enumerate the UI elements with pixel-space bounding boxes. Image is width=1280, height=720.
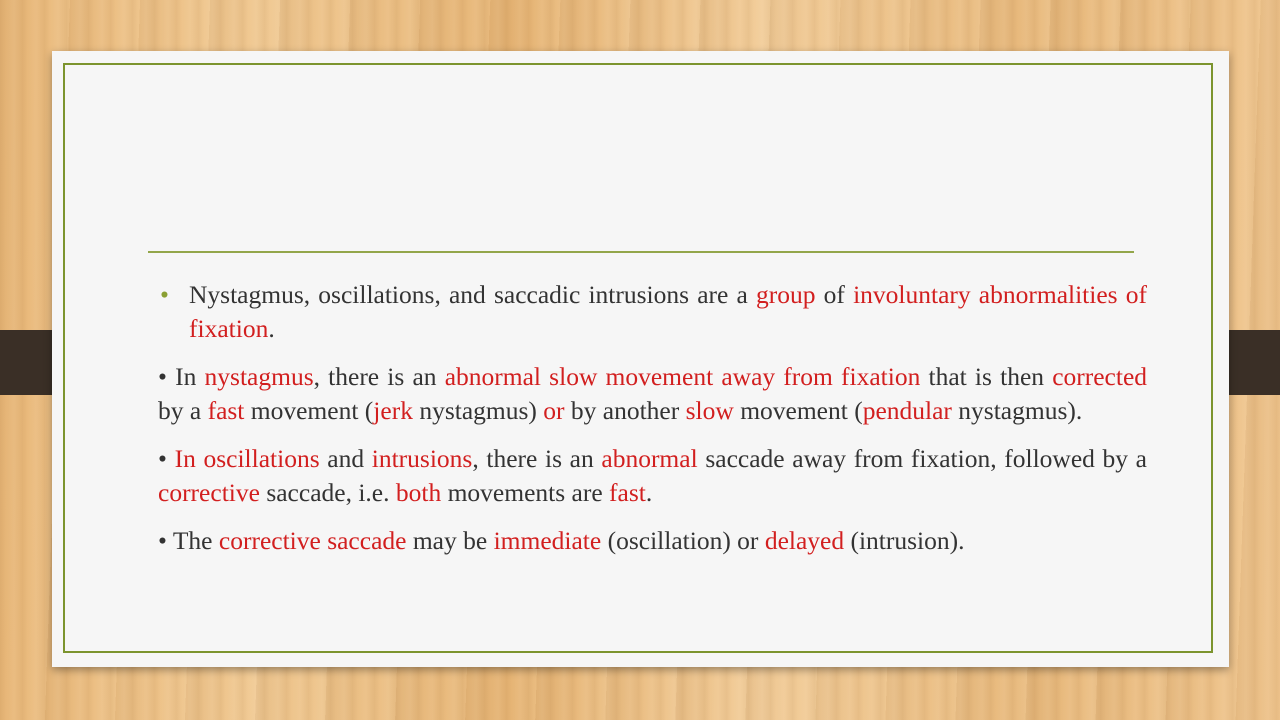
body-text: , there is an [313,362,445,391]
highlighted-term: delayed [764,526,845,555]
highlighted-term: fixation [189,314,269,343]
body-text: . [645,478,653,507]
bullet-icon: • [158,362,167,391]
highlighted-term: nystagmus [204,362,314,391]
bullet-icon: • [160,280,169,309]
bullet-paragraph-3 [158,442,1147,510]
title-divider-line [148,251,1134,253]
body-text: by a [158,396,208,425]
body-text: (intrusion). [844,526,965,555]
bullet-paragraph-2 [158,360,1147,428]
highlighted-term: corrective saccade [218,526,407,555]
body-text: nystagmus) [412,396,544,425]
highlighted-term: corrective [158,478,260,507]
bullet-paragraph-1 [158,278,1147,346]
body-text: that is then [920,362,1053,391]
body-text: (oscillation) or [601,526,765,555]
body-text: Nystagmus, oscillations, and saccadic intrusions are a [189,280,756,309]
body-text: by another [564,396,686,425]
body-text: In [175,362,205,391]
bullet-icon: • [158,526,167,555]
bullet-paragraph-4 [158,524,1147,558]
highlighted-term: fast [609,478,646,507]
highlighted-term: involuntary abnormalities of [853,280,1147,309]
highlighted-term: fast [207,396,245,425]
body-text: nystagmus). [951,396,1083,425]
body-text: of [815,280,854,309]
highlighted-term: group [756,280,816,309]
highlighted-term: abnormal [601,444,698,473]
highlighted-term: or [543,396,565,425]
body-text: . [268,314,275,343]
body-text: and [319,444,372,473]
highlighted-term: slow [685,396,734,425]
highlighted-term: both [395,478,442,507]
highlighted-term: jerk [373,396,413,425]
highlighted-term: immediate [493,526,602,555]
body-text: The [172,526,219,555]
body-text: , there is an [472,444,602,473]
body-text: movements are [441,478,610,507]
highlighted-term: abnormal slow movement away from fixation [444,362,921,391]
body-text: saccade, i.e. [259,478,396,507]
highlighted-term: In oscillations [174,444,320,473]
bullet-icon: • [158,444,167,473]
body-text: movement ( [244,396,374,425]
highlighted-term: pendular [862,396,952,425]
highlighted-term: intrusions [371,444,473,473]
highlighted-term: corrected [1052,362,1148,391]
body-text: movement ( [733,396,863,425]
body-text: may be [406,526,494,555]
body-text: saccade away from fixation, followed by a [697,444,1148,473]
slide-body [158,278,1147,558]
